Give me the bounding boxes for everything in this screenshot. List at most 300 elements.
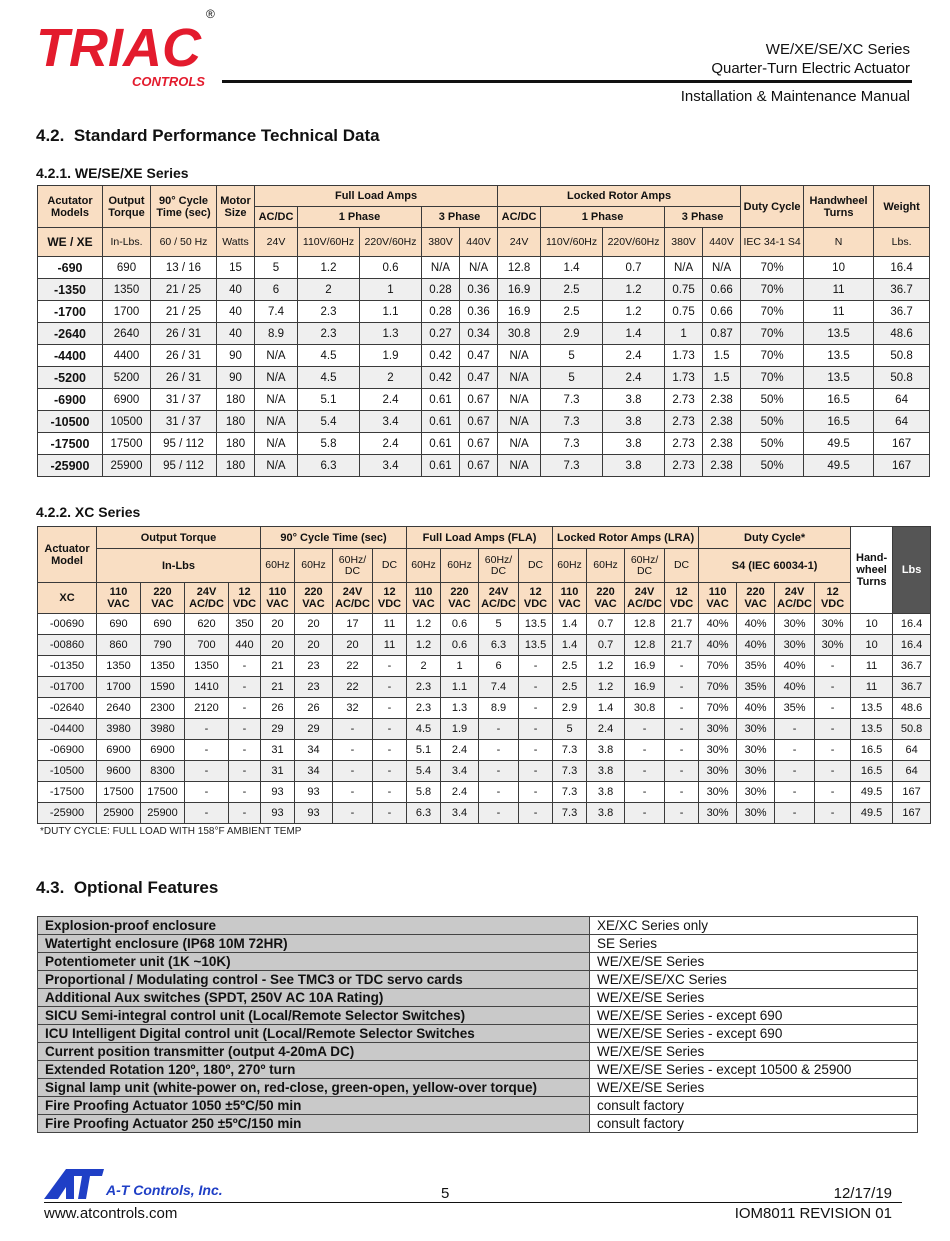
value-cell: 8.9 [479,698,519,719]
header-s4: S4 (IEC 60034-1) [699,549,851,583]
value-cell: 1.4 [587,698,625,719]
value-cell: 1.4 [553,614,587,635]
value-cell: - [373,677,407,698]
duty-cycle-footnote: *DUTY CYCLE: FULL LOAD WITH 158°F AMBIENT TEMP [40,826,302,837]
value-cell: 4.5 [407,719,441,740]
unit-cell: 220V/60Hz [603,228,665,257]
value-cell: N/A [422,257,460,279]
value-cell: 16.9 [498,301,541,323]
section-number: 4.3. [36,878,65,897]
value-cell: 1.5 [703,367,741,389]
value-cell: - [479,782,519,803]
value-cell: 3.4 [360,411,422,433]
footer-url[interactable]: www.atcontrols.com [44,1205,178,1222]
value-cell: - [373,719,407,740]
value-cell: 23 [295,656,333,677]
value-cell: 49.5 [851,803,893,824]
header-duty-cycle: Duty Cycle [741,186,804,228]
value-cell: 2.4 [603,345,665,367]
header-lra: Locked Rotor Amps (LRA) [553,527,699,549]
feature-row [38,1061,918,1079]
value-cell: 20 [333,635,373,656]
feature-availability: consult factory [590,1097,918,1115]
value-cell: 6.3 [479,635,519,656]
unit-cell: 24V [498,228,541,257]
value-cell: - [815,740,851,761]
value-cell: 20 [295,614,333,635]
feature-row [38,953,918,971]
value-cell: 16.9 [498,279,541,301]
unit-cell: 220 VAC [737,583,775,614]
value-cell: - [333,782,373,803]
value-cell: - [815,698,851,719]
value-cell: 5 [541,367,603,389]
unit-cell: 110 VAC [699,583,737,614]
value-cell: 32 [333,698,373,719]
model-cell: -10500 [38,411,103,433]
value-cell: 93 [261,803,295,824]
value-cell: 30% [699,782,737,803]
value-cell: 2120 [185,698,229,719]
value-cell: 1 [360,279,422,301]
feature-name: SICU Semi-integral control unit (Local/Remote Selector Switches) [38,1007,590,1025]
model-cell: -1700 [38,301,103,323]
unit-cell: 220 VAC [441,583,479,614]
value-cell: 50.8 [874,345,930,367]
value-cell: - [185,719,229,740]
value-cell: 2.5 [541,301,603,323]
value-cell: - [775,740,815,761]
value-cell: 30% [699,719,737,740]
feature-name: Explosion-proof enclosure [38,917,590,935]
value-cell: 1.2 [407,614,441,635]
value-cell: - [373,761,407,782]
value-cell: 30% [699,761,737,782]
value-cell: 36.7 [893,656,931,677]
header-60hz: 60Hz [553,549,587,583]
value-cell: 167 [893,782,931,803]
value-cell: - [185,740,229,761]
value-cell: 6 [255,279,298,301]
table-row [38,803,931,824]
table-row [38,719,931,740]
value-cell: N/A [255,411,298,433]
value-cell: 1.2 [587,656,625,677]
value-cell: 350 [229,614,261,635]
value-cell: N/A [255,367,298,389]
header-full-load-amps: Full Load Amps [255,186,498,207]
value-cell: - [185,761,229,782]
value-cell: 7.3 [553,782,587,803]
value-cell: 0.66 [703,301,741,323]
value-cell: 40% [737,698,775,719]
value-cell: 7.4 [255,301,298,323]
value-cell: 2.5 [553,656,587,677]
table-row [38,782,931,803]
header-60hz-dc: 60Hz/ DC [333,549,373,583]
value-cell: 93 [261,782,295,803]
value-cell: 50% [741,433,804,455]
value-cell: 1 [441,656,479,677]
value-cell: 5200 [103,367,151,389]
value-cell: - [229,677,261,698]
value-cell: 6 [479,656,519,677]
value-cell: 20 [261,635,295,656]
value-cell: 16.4 [874,257,930,279]
value-cell: - [333,761,373,782]
value-cell: - [185,782,229,803]
value-cell: 30% [775,614,815,635]
value-cell: 1.4 [603,323,665,345]
footer-rule [44,1202,902,1203]
unit-cell: 220 VAC [141,583,185,614]
section-4-2-2-heading [36,504,140,520]
unit-cell: 24V AC/DC [625,583,665,614]
value-cell: 13 / 16 [151,257,217,279]
header-actuator-model: Actuator Model [38,527,97,583]
value-cell: 50% [741,411,804,433]
value-cell: 0.7 [587,614,625,635]
value-cell: 29 [261,719,295,740]
value-cell: - [519,761,553,782]
header-in-lbs: In-Lbs [97,549,261,583]
header-output-torque: Output Torque [97,527,261,549]
value-cell: 7.3 [541,411,603,433]
value-cell: 2.4 [360,389,422,411]
value-cell: 64 [874,389,930,411]
value-cell: 30% [815,614,851,635]
feature-row [38,971,918,989]
value-cell: 1.4 [541,257,603,279]
value-cell: - [229,719,261,740]
value-cell: - [479,719,519,740]
footer-doc-id: IOM8011 REVISION 01 [734,1205,892,1222]
at-logo-mark-a [44,1169,74,1199]
section-number: 4.2.2. [36,504,72,520]
value-cell: 70% [699,677,737,698]
value-cell: 26 / 31 [151,345,217,367]
value-cell: 11 [851,677,893,698]
value-cell: - [665,698,699,719]
value-cell: - [665,719,699,740]
value-cell: 17500 [97,782,141,803]
value-cell: 7.3 [553,740,587,761]
value-cell: 860 [97,635,141,656]
unit-cell: In-Lbs. [103,228,151,257]
value-cell: 3980 [141,719,185,740]
value-cell: 23 [295,677,333,698]
value-cell: 2.4 [441,740,479,761]
value-cell: 5 [553,719,587,740]
value-cell: 2640 [103,323,151,345]
value-cell: - [665,656,699,677]
value-cell: 1.9 [441,719,479,740]
header-lra-1phase: 1 Phase [541,207,665,228]
value-cell: 25900 [97,803,141,824]
value-cell: 5 [255,257,298,279]
value-cell: 48.6 [893,698,931,719]
value-cell: 36.7 [893,677,931,698]
value-cell: 3.4 [441,761,479,782]
value-cell: 167 [893,803,931,824]
value-cell: 0.27 [422,323,460,345]
value-cell: 26 [261,698,295,719]
value-cell: 50% [741,455,804,477]
value-cell: 31 / 37 [151,411,217,433]
value-cell: 34 [295,761,333,782]
model-cell: -02640 [38,698,97,719]
value-cell: - [229,803,261,824]
value-cell: 30% [775,635,815,656]
value-cell: - [373,782,407,803]
table-row [38,677,931,698]
value-cell: - [479,803,519,824]
unit-cell: 110 VAC [407,583,441,614]
value-cell: 40% [699,614,737,635]
value-cell: 10 [851,635,893,656]
value-cell: - [815,656,851,677]
value-cell: 6900 [141,740,185,761]
value-cell: 1.3 [441,698,479,719]
table-row [38,698,931,719]
table-row [38,433,930,455]
at-logo-mark-t [70,1169,104,1199]
value-cell: 4.5 [298,367,360,389]
value-cell: 1.73 [665,367,703,389]
value-cell: - [333,740,373,761]
value-cell: 16.5 [851,761,893,782]
value-cell: 95 / 112 [151,433,217,455]
value-cell: 3.8 [603,433,665,455]
value-cell: 22 [333,677,373,698]
value-cell: - [815,719,851,740]
value-cell: 12.8 [625,614,665,635]
value-cell: 31 / 37 [151,389,217,411]
value-cell: 1.2 [298,257,360,279]
feature-name: Watertight enclosure (IP68 10M 72HR) [38,935,590,953]
header-fla: Full Load Amps (FLA) [407,527,553,549]
feature-name: Potentiometer unit (1K ~10K) [38,953,590,971]
value-cell: 70% [699,698,737,719]
value-cell: - [665,803,699,824]
value-cell: 2.9 [553,698,587,719]
value-cell: - [333,803,373,824]
unit-cell: 380V [665,228,703,257]
table-row [38,656,931,677]
feature-availability: WE/XE/SE Series [590,989,918,1007]
value-cell: 790 [141,635,185,656]
section-number: 4.2. [36,126,65,145]
value-cell: 2 [298,279,360,301]
feature-availability: SE Series [590,935,918,953]
value-cell: 0.67 [460,433,498,455]
value-cell: 2.73 [665,455,703,477]
value-cell: 0.75 [665,279,703,301]
value-cell: 1410 [185,677,229,698]
value-cell: - [625,740,665,761]
value-cell: 0.28 [422,301,460,323]
value-cell: 10 [804,257,874,279]
section-4-2-1-heading [36,165,189,181]
value-cell: 5 [541,345,603,367]
value-cell: 30% [699,803,737,824]
value-cell: 5.8 [407,782,441,803]
feature-row [38,1079,918,1097]
value-cell: - [519,698,553,719]
value-cell: - [229,761,261,782]
value-cell: 70% [741,279,804,301]
header-product: Quarter-Turn Electric Actuator [711,60,910,77]
value-cell: 0.47 [460,345,498,367]
value-cell: - [815,782,851,803]
value-cell: 1.4 [553,635,587,656]
value-cell: 90 [217,367,255,389]
value-cell: 5.1 [407,740,441,761]
value-cell: N/A [498,389,541,411]
value-cell: 17 [333,614,373,635]
value-cell: 6900 [103,389,151,411]
registered-mark: ® [206,7,215,21]
unit-cell: 220 VAC [587,583,625,614]
value-cell: - [229,782,261,803]
unit-cell: 24V AC/DC [775,583,815,614]
feature-row [38,1025,918,1043]
value-cell: 16.5 [851,740,893,761]
value-cell: 2.4 [441,782,479,803]
value-cell: 29 [295,719,333,740]
model-cell: -4400 [38,345,103,367]
value-cell: 2.5 [541,279,603,301]
header-cycle-time: 90° Cycle Time (sec) [151,186,217,228]
value-cell: 21 [261,677,295,698]
value-cell: N/A [498,411,541,433]
value-cell: 0.36 [460,301,498,323]
value-cell: 0.67 [460,389,498,411]
value-cell: 1590 [141,677,185,698]
model-cell: -17500 [38,782,97,803]
value-cell: 40% [737,635,775,656]
value-cell: 34 [295,740,333,761]
value-cell: 8.9 [255,323,298,345]
value-cell: 7.4 [479,677,519,698]
value-cell: 13.5 [519,635,553,656]
value-cell: 1.73 [665,345,703,367]
table-row [38,455,930,477]
value-cell: N/A [703,257,741,279]
value-cell: 5.1 [298,389,360,411]
value-cell: 21.7 [665,635,699,656]
value-cell: - [815,761,851,782]
value-cell: 0.6 [441,635,479,656]
value-cell: 50% [741,389,804,411]
feature-row [38,1097,918,1115]
value-cell: N/A [665,257,703,279]
value-cell: 6.3 [298,455,360,477]
value-cell: 49.5 [804,455,874,477]
unit-cell: 440V [460,228,498,257]
value-cell: 3.4 [441,803,479,824]
value-cell: - [665,761,699,782]
header-output-torque: Output Torque [103,186,151,228]
xc-performance-table [37,526,931,824]
value-cell: 20 [295,635,333,656]
header-dc: DC [373,549,407,583]
table-row [38,301,930,323]
value-cell: 50.8 [874,367,930,389]
unit-cell: 24V AC/DC [479,583,519,614]
table-row [38,345,930,367]
value-cell: 64 [874,411,930,433]
value-cell: 2.3 [298,323,360,345]
header-60hz-dc: 60Hz/ DC [625,549,665,583]
value-cell: - [229,698,261,719]
value-cell: 36.7 [874,279,930,301]
value-cell: 2.73 [665,411,703,433]
value-cell: 70% [741,367,804,389]
value-cell: - [373,698,407,719]
header-fla-acdc: AC/DC [255,207,298,228]
value-cell: 0.66 [703,279,741,301]
value-cell: 0.6 [441,614,479,635]
value-cell: 2300 [141,698,185,719]
value-cell: 16.4 [893,614,931,635]
value-cell: 2.4 [587,719,625,740]
value-cell: 30% [815,635,851,656]
feature-name: ICU Intelligent Digital control unit (Local/Remote Selector Switches [38,1025,590,1043]
header-60hz-dc: 60Hz/ DC [479,549,519,583]
value-cell: 26 / 31 [151,323,217,345]
header-weight: Weight [874,186,930,228]
section-title: XC Series [74,504,141,520]
value-cell: 0.42 [422,345,460,367]
value-cell: - [815,803,851,824]
value-cell: 12.8 [498,257,541,279]
value-cell: 2.38 [703,389,741,411]
feature-availability: WE/XE/SE/XC Series [590,971,918,989]
value-cell: - [519,740,553,761]
value-cell: 13.5 [804,323,874,345]
header-dc: DC [519,549,553,583]
header-60hz: 60Hz [587,549,625,583]
table-row [38,614,931,635]
value-cell: 93 [295,803,333,824]
value-cell: 1350 [185,656,229,677]
unit-cell: 110 VAC [553,583,587,614]
value-cell: - [373,803,407,824]
value-cell: 5 [479,614,519,635]
value-cell: 6.3 [407,803,441,824]
value-cell: - [229,656,261,677]
value-cell: N/A [255,389,298,411]
value-cell: 5.4 [407,761,441,782]
value-cell: 700 [185,635,229,656]
header-fla-1phase: 1 Phase [298,207,422,228]
model-cell: -10500 [38,761,97,782]
model-cell: -17500 [38,433,103,455]
feature-row [38,1043,918,1061]
unit-cell: 110V/60Hz [541,228,603,257]
unit-cell: 12 VDC [373,583,407,614]
value-cell: 30% [737,740,775,761]
value-cell: 0.7 [587,635,625,656]
value-cell: - [665,740,699,761]
section-title: Optional Features [73,878,219,897]
value-cell: 2.38 [703,433,741,455]
value-cell: 0.42 [422,367,460,389]
value-cell: 1.1 [441,677,479,698]
value-cell: - [775,761,815,782]
value-cell: 8300 [141,761,185,782]
